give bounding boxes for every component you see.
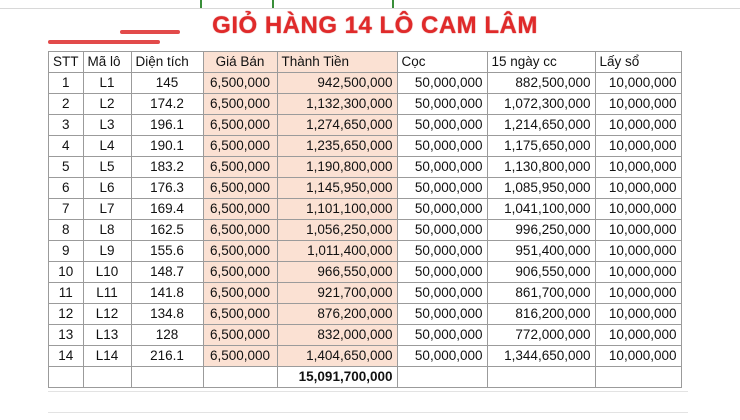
cell-marker: [392, 0, 394, 8]
cell-stt: 11: [49, 283, 84, 304]
cell-coc: 50,000,000: [397, 94, 487, 115]
cell-lay-so: 10,000,000: [595, 73, 681, 94]
empty-cell: [131, 367, 203, 388]
empty-cell: [595, 367, 681, 388]
cell-ma-lo: L5: [83, 157, 131, 178]
cell-dien-tich: 174.2: [131, 94, 203, 115]
cell-gia-ban: 6,500,000: [203, 157, 277, 178]
cell-ma-lo: L8: [83, 220, 131, 241]
empty-cell: [487, 367, 595, 388]
cell-dien-tich: 148.7: [131, 262, 203, 283]
empty-cell: [203, 367, 277, 388]
cell-ma-lo: L7: [83, 199, 131, 220]
table-row: [49, 241, 682, 262]
cell-gia-ban: 6,500,000: [203, 73, 277, 94]
cell-ma-lo: L3: [83, 115, 131, 136]
cell-coc: 50,000,000: [397, 115, 487, 136]
cell-coc: 50,000,000: [397, 304, 487, 325]
cell-dien-tich: 162.5: [131, 220, 203, 241]
decorative-stroke: [48, 40, 160, 44]
table-row: [49, 115, 682, 136]
header-stt: STT: [49, 52, 84, 73]
cell-coc: 50,000,000: [397, 346, 487, 367]
cell-dien-tich: 155.6: [131, 241, 203, 262]
cell-ma-lo: L2: [83, 94, 131, 115]
cell-dien-tich: 134.8: [131, 304, 203, 325]
cell-gia-ban: 6,500,000: [203, 262, 277, 283]
cell-gia-ban: 6,500,000: [203, 241, 277, 262]
cell-stt: 12: [49, 304, 84, 325]
top-strip: [0, 0, 740, 9]
cell-thanh-tien: 1,011,400,000: [277, 241, 397, 262]
table-row: [49, 136, 682, 157]
cell-coc: 50,000,000: [397, 283, 487, 304]
table-row: [49, 262, 682, 283]
cell-ma-lo: L11: [83, 283, 131, 304]
cell-15-ngay-cc: 1,041,100,000: [487, 199, 595, 220]
cell-15-ngay-cc: 1,344,650,000: [487, 346, 595, 367]
price-table: [48, 51, 682, 388]
cell-stt: 10: [49, 262, 84, 283]
cell-lay-so: 10,000,000: [595, 178, 681, 199]
cell-15-ngay-cc: 1,214,650,000: [487, 115, 595, 136]
cell-dien-tich: 128: [131, 325, 203, 346]
cell-marker: [200, 0, 202, 8]
cell-15-ngay-cc: 1,130,800,000: [487, 157, 595, 178]
cell-lay-so: 10,000,000: [595, 241, 681, 262]
table-row: [49, 325, 682, 346]
cell-gia-ban: 6,500,000: [203, 346, 277, 367]
cell-lay-so: 10,000,000: [595, 157, 681, 178]
cell-15-ngay-cc: 951,400,000: [487, 241, 595, 262]
cell-thanh-tien: 921,700,000: [277, 283, 397, 304]
table-row: [49, 304, 682, 325]
cell-lay-so: 10,000,000: [595, 325, 681, 346]
decorative-stroke: [120, 30, 180, 34]
cell-dien-tich: 169.4: [131, 199, 203, 220]
empty-grid-area: [48, 391, 688, 420]
cell-dien-tich: 196.1: [131, 115, 203, 136]
table-row: [49, 73, 682, 94]
cell-stt: 3: [49, 115, 84, 136]
cell-stt: 1: [49, 73, 84, 94]
cell-ma-lo: L1: [83, 73, 131, 94]
cell-gia-ban: 6,500,000: [203, 178, 277, 199]
cell-thanh-tien: 966,550,000: [277, 262, 397, 283]
table-row: [49, 178, 682, 199]
table-row: [49, 220, 682, 241]
cell-thanh-tien: 1,145,950,000: [277, 178, 397, 199]
cell-lay-so: 10,000,000: [595, 304, 681, 325]
cell-stt: 7: [49, 199, 84, 220]
cell-15-ngay-cc: 772,000,000: [487, 325, 595, 346]
grid-line: [48, 391, 688, 392]
cell-thanh-tien: 1,274,650,000: [277, 115, 397, 136]
cell-coc: 50,000,000: [397, 136, 487, 157]
cell-stt: 8: [49, 220, 84, 241]
cell-15-ngay-cc: 1,085,950,000: [487, 178, 595, 199]
cell-lay-so: 10,000,000: [595, 136, 681, 157]
cell-dien-tich: 183.2: [131, 157, 203, 178]
cell-coc: 50,000,000: [397, 325, 487, 346]
cell-gia-ban: 6,500,000: [203, 220, 277, 241]
cell-ma-lo: L14: [83, 346, 131, 367]
cell-lay-so: 10,000,000: [595, 199, 681, 220]
table-row: [49, 157, 682, 178]
cell-thanh-tien: 832,000,000: [277, 325, 397, 346]
grid-line: [48, 412, 688, 413]
table-row: [49, 94, 682, 115]
table-row: [49, 199, 682, 220]
cell-thanh-tien: 1,056,250,000: [277, 220, 397, 241]
cell-stt: 9: [49, 241, 84, 262]
cell-lay-so: 10,000,000: [595, 283, 681, 304]
cell-gia-ban: 6,500,000: [203, 94, 277, 115]
total-thanh-tien: 15,091,700,000: [277, 367, 397, 388]
cell-dien-tich: 141.8: [131, 283, 203, 304]
empty-cell: [49, 367, 84, 388]
cell-gia-ban: 6,500,000: [203, 136, 277, 157]
header-lay-so: Lấy sổ: [595, 52, 681, 73]
cell-15-ngay-cc: 1,175,650,000: [487, 136, 595, 157]
table-body: [49, 52, 682, 388]
cell-coc: 50,000,000: [397, 262, 487, 283]
cell-thanh-tien: 1,404,650,000: [277, 346, 397, 367]
cell-lay-so: 10,000,000: [595, 262, 681, 283]
cell-dien-tich: 145: [131, 73, 203, 94]
cell-stt: 14: [49, 346, 84, 367]
header-thanh-tien: Thành Tiền: [277, 52, 397, 73]
cell-coc: 50,000,000: [397, 241, 487, 262]
cell-gia-ban: 6,500,000: [203, 304, 277, 325]
header-row: [49, 52, 682, 73]
cell-gia-ban: 6,500,000: [203, 199, 277, 220]
cell-lay-so: 10,000,000: [595, 220, 681, 241]
cell-coc: 50,000,000: [397, 199, 487, 220]
header-15-ngay-cc: 15 ngày cc: [487, 52, 595, 73]
cell-15-ngay-cc: 996,250,000: [487, 220, 595, 241]
cell-ma-lo: L12: [83, 304, 131, 325]
cell-ma-lo: L10: [83, 262, 131, 283]
cell-ma-lo: L6: [83, 178, 131, 199]
cell-marker: [272, 0, 274, 8]
cell-ma-lo: L9: [83, 241, 131, 262]
cell-lay-so: 10,000,000: [595, 94, 681, 115]
cell-coc: 50,000,000: [397, 157, 487, 178]
cell-thanh-tien: 876,200,000: [277, 304, 397, 325]
cell-dien-tich: 216.1: [131, 346, 203, 367]
header-coc: Cọc: [397, 52, 487, 73]
cell-thanh-tien: 1,101,100,000: [277, 199, 397, 220]
cell-thanh-tien: 942,500,000: [277, 73, 397, 94]
cell-15-ngay-cc: 816,200,000: [487, 304, 595, 325]
table-row: [49, 283, 682, 304]
cell-15-ngay-cc: 882,500,000: [487, 73, 595, 94]
cell-coc: 50,000,000: [397, 220, 487, 241]
cell-coc: 50,000,000: [397, 178, 487, 199]
cell-gia-ban: 6,500,000: [203, 283, 277, 304]
cell-ma-lo: L13: [83, 325, 131, 346]
cell-stt: 6: [49, 178, 84, 199]
cell-stt: 13: [49, 325, 84, 346]
cell-stt: 2: [49, 94, 84, 115]
empty-cell: [83, 367, 131, 388]
cell-thanh-tien: 1,132,300,000: [277, 94, 397, 115]
total-row: [49, 367, 682, 388]
cell-thanh-tien: 1,235,650,000: [277, 136, 397, 157]
header-ma-lo: Mã lô: [83, 52, 131, 73]
header-gia-ban: Giá Bán: [203, 52, 277, 73]
cell-gia-ban: 6,500,000: [203, 115, 277, 136]
empty-cell: [397, 367, 487, 388]
cell-dien-tich: 176.3: [131, 178, 203, 199]
cell-gia-ban: 6,500,000: [203, 325, 277, 346]
table-row: [49, 346, 682, 367]
cell-thanh-tien: 1,190,800,000: [277, 157, 397, 178]
cell-stt: 5: [49, 157, 84, 178]
header-dien-tich: Diện tích: [131, 52, 203, 73]
cell-15-ngay-cc: 861,700,000: [487, 283, 595, 304]
cell-lay-so: 10,000,000: [595, 115, 681, 136]
cell-15-ngay-cc: 1,072,300,000: [487, 94, 595, 115]
sheet-title: GIỎ HÀNG 14 LÔ CAM LÂM: [212, 12, 538, 39]
cell-coc: 50,000,000: [397, 73, 487, 94]
cell-dien-tich: 190.1: [131, 136, 203, 157]
cell-lay-so: 10,000,000: [595, 346, 681, 367]
cell-stt: 4: [49, 136, 84, 157]
cell-ma-lo: L4: [83, 136, 131, 157]
cell-15-ngay-cc: 906,550,000: [487, 262, 595, 283]
